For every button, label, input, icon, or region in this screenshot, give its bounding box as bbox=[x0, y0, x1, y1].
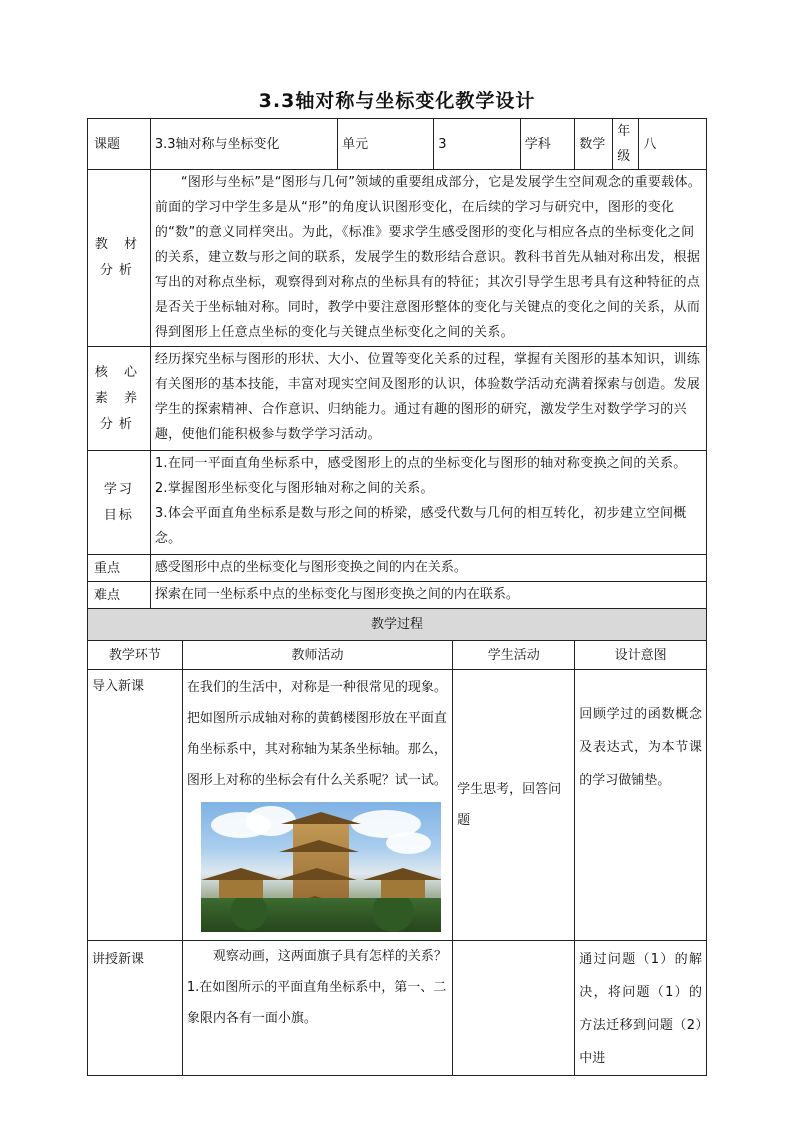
subject-value: 数学 bbox=[575, 119, 613, 170]
unit-value: 3 bbox=[434, 119, 521, 170]
document-title: 3.3轴对称与坐标变化教学设计 bbox=[258, 90, 536, 112]
stage-intro: 导入新课 bbox=[88, 670, 183, 941]
column-teacher: 教师活动 bbox=[182, 641, 452, 670]
student-activity-intro: 学生思考，回答问题 bbox=[453, 670, 575, 941]
column-stage: 教学环节 bbox=[88, 641, 183, 670]
yellow-crane-tower-photo bbox=[201, 802, 441, 932]
unit-label: 单元 bbox=[338, 119, 434, 170]
student-activity-new bbox=[453, 941, 575, 1076]
material-analysis-label: 教 材 分析 bbox=[88, 170, 151, 347]
learning-goals-list bbox=[150, 451, 706, 555]
core-literacy-label: 核 心 素 养 分析 bbox=[88, 347, 151, 451]
grade-label: 年级 bbox=[613, 119, 639, 170]
goal-item: 1.在同一平面直角坐标系中，感受图形上的点的坐标变化与图形的轴对称变换之间的关系。 bbox=[154, 456, 687, 471]
goal-item: 3.体会平面直角坐标系是数与形之间的桥梁，感受代数与几何的相互转化，初步建立空间概念。 bbox=[154, 506, 687, 546]
key-point-text: 感受图形中点的坐标变化与图形变换之间的内在关系。 bbox=[150, 555, 706, 582]
learning-goals-label: 学习 目标 bbox=[88, 451, 151, 555]
course-value: 3.3轴对称与坐标变化 bbox=[150, 119, 337, 170]
teacher-activity-new bbox=[182, 941, 452, 1076]
stage-new-lesson: 讲授新课 bbox=[88, 941, 183, 1076]
goal-item: 2.掌握图形坐标变化与图形轴对称之间的关系。 bbox=[154, 481, 434, 496]
core-literacy-text: 经历探究坐标与图形的形状、大小、位置等变化关系的过程，掌握有关图形的基本知识，训练有关图形的基本技能，丰富对现实空间及图形的认识，体验数学活动充满着探索与创造。发展学生的探索精神、合作意识、归纳能力。通过有趣的图形的研究，激发学生对数学学习的兴趣，使他们能积极参与数学学习活动。 bbox=[150, 347, 706, 451]
grade-value: 八 bbox=[639, 119, 707, 170]
teacher-activity-intro-line: 观察动画，这两面旗子具有怎样的关系？ bbox=[212, 949, 447, 964]
difficulty-text: 探索在同一坐标系中点的坐标变化与图形变换之间的内在联系。 bbox=[150, 582, 706, 609]
course-label: 课题 bbox=[88, 119, 151, 170]
design-intent-intro: 回顾学过的函数概念及表达式，为本节课的学习做铺垫。 bbox=[575, 670, 707, 941]
teacher-activity-text: 1.在如图所示的平面直角坐标系中，第一、二象限内各有一面小旗。 bbox=[186, 980, 447, 1026]
lesson-plan-table bbox=[87, 118, 707, 1076]
subject-label: 学科 bbox=[520, 119, 575, 170]
key-point-label: 重点 bbox=[88, 555, 151, 582]
column-student: 学生活动 bbox=[453, 641, 575, 670]
material-analysis-text: “图形与坐标”是“图形与几何”领域的重要组成部分，它是发展学生空间观念的重要载体。前面的学习中学生多是从“形”的角度认识图形变化，在后续的学习与研究中，图形的变化的“数”的意义同样突出。为此，《标准》要求学生感受图形的变化与相应各点的坐标变化之间的关系，建立数与形之间的联系，发展学生的数形结合意识。教科书首先从轴对称出发，根据写出的对称点坐标，观察得到对称点的坐标具有的特征；其次引导学生思考具有这种特征的点是否关于坐标轴对称。同时，教学中要注意图形整体的变化与关键点的变化之间的关系，从而得到图形上任意点坐标的变化与关键点坐标变化之间的关系。 bbox=[150, 170, 706, 347]
teacher-activity-intro bbox=[182, 670, 452, 941]
teaching-process-header: 教学过程 bbox=[88, 609, 707, 641]
difficulty-label: 难点 bbox=[88, 582, 151, 609]
column-intent: 设计意图 bbox=[575, 641, 707, 670]
teacher-activity-text: 在我们的生活中，对称是一种很常见的现象。把如图所示成轴对称的黄鹤楼图形放在平面直角坐标系中，其对称轴为某条坐标轴。那么，图形上对称的坐标会有什么关系呢？试一试。 bbox=[186, 680, 447, 788]
design-intent-new: 通过问题（1）的解决，将问题（1）的方法迁移到问题（2）中进 bbox=[575, 941, 707, 1076]
